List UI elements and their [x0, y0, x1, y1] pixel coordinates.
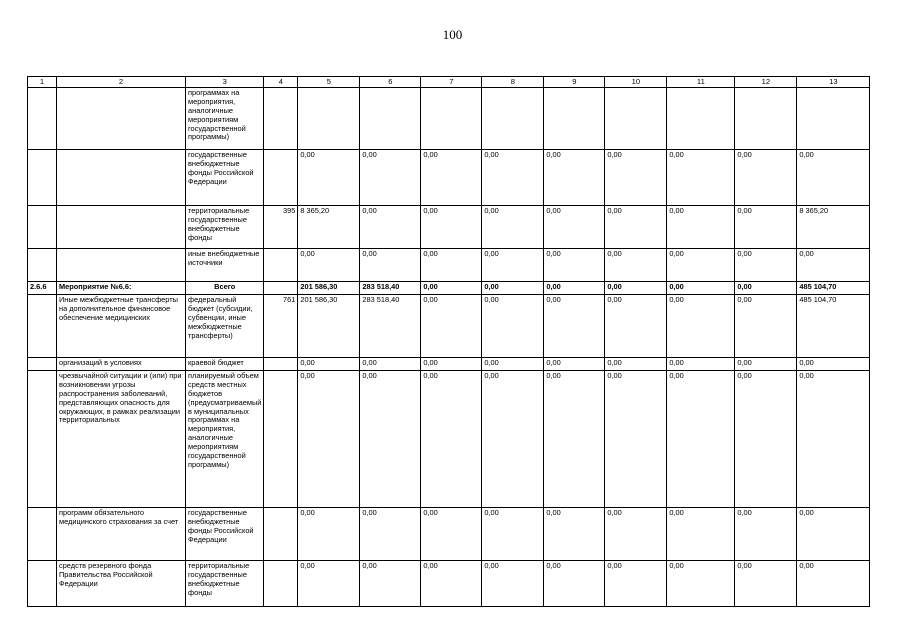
column-header: 2: [57, 77, 186, 88]
amount-cell: 0,00: [605, 249, 667, 282]
row-description: программ обязательного медицинского страхования за счет: [57, 508, 186, 561]
row-code: [28, 206, 57, 249]
row-code: [28, 358, 57, 371]
row-code-number: 395: [264, 206, 298, 249]
amount-cell: 0,00: [421, 371, 482, 508]
amount-cell: 0,00: [544, 508, 605, 561]
column-header: 13: [797, 77, 870, 88]
amount-cell: 0,00: [482, 282, 544, 295]
column-header: 12: [735, 77, 797, 88]
amount-cell: [421, 88, 482, 150]
row-code: 2.6.6: [28, 282, 57, 295]
amount-cell: 0,00: [544, 295, 605, 358]
amount-cell: 0,00: [482, 295, 544, 358]
amount-cell: 0,00: [360, 150, 421, 206]
amount-cell: 0,00: [605, 150, 667, 206]
column-header: 7: [421, 77, 482, 88]
amount-cell: 0,00: [797, 561, 870, 607]
amount-cell: [482, 88, 544, 150]
amount-cell: 0,00: [667, 561, 735, 607]
amount-cell: 0,00: [667, 282, 735, 295]
amount-cell: [605, 88, 667, 150]
column-header: 3: [186, 77, 264, 88]
column-header: 4: [264, 77, 298, 88]
row-code: [28, 561, 57, 607]
amount-cell: 283 518,40: [360, 295, 421, 358]
amount-cell: 0,00: [421, 561, 482, 607]
table-row: [28, 282, 870, 295]
amount-cell: [797, 88, 870, 150]
amount-cell: 0,00: [421, 249, 482, 282]
amount-cell: 0,00: [797, 371, 870, 508]
row-description: Мероприятие №6.6:: [57, 282, 186, 295]
table-row: [28, 206, 870, 249]
amount-cell: 0,00: [667, 508, 735, 561]
table-row: [28, 358, 870, 371]
amount-cell: 0,00: [544, 371, 605, 508]
table-row: [28, 371, 870, 508]
amount-cell: 0,00: [360, 561, 421, 607]
budget-table: [27, 76, 870, 607]
amount-cell: 0,00: [482, 508, 544, 561]
row-description: [57, 150, 186, 206]
column-header: 1: [28, 77, 57, 88]
amount-cell: 0,00: [482, 150, 544, 206]
amount-cell: 0,00: [735, 561, 797, 607]
amount-cell: 0,00: [797, 249, 870, 282]
amount-cell: [360, 88, 421, 150]
column-header: 8: [482, 77, 544, 88]
row-description: [57, 249, 186, 282]
header-row: [28, 77, 870, 88]
amount-cell: [735, 88, 797, 150]
amount-cell: 201 586,30: [298, 282, 360, 295]
amount-cell: 0,00: [544, 561, 605, 607]
funding-source: программах на мероприятия, аналогичные мероприятиям государственной программы): [186, 88, 264, 150]
amount-cell: 0,00: [667, 358, 735, 371]
row-code-number: 761: [264, 295, 298, 358]
row-description: организаций в условиях: [57, 358, 186, 371]
amount-cell: 0,00: [735, 282, 797, 295]
amount-cell: 0,00: [735, 249, 797, 282]
amount-cell: 0,00: [605, 371, 667, 508]
amount-cell: 0,00: [482, 206, 544, 249]
row-code: [28, 88, 57, 150]
row-description: [57, 88, 186, 150]
amount-cell: 0,00: [735, 371, 797, 508]
amount-cell: 0,00: [605, 358, 667, 371]
amount-cell: 0,00: [735, 295, 797, 358]
amount-cell: 0,00: [421, 508, 482, 561]
column-header: 11: [667, 77, 735, 88]
table-row: [28, 508, 870, 561]
amount-cell: 0,00: [797, 150, 870, 206]
amount-cell: 0,00: [298, 508, 360, 561]
column-header: 5: [298, 77, 360, 88]
amount-cell: 0,00: [544, 206, 605, 249]
amount-cell: 0,00: [298, 371, 360, 508]
amount-cell: 0,00: [360, 358, 421, 371]
funding-source: федеральный бюджет (субсидии, субвенции, иные межбюджетные трансферты): [186, 295, 264, 358]
amount-cell: 0,00: [544, 150, 605, 206]
amount-cell: 0,00: [544, 358, 605, 371]
amount-cell: 0,00: [482, 371, 544, 508]
amount-cell: 0,00: [605, 206, 667, 249]
column-header: 10: [605, 77, 667, 88]
column-header: 9: [544, 77, 605, 88]
funding-source: государственные внебюджетные фонды Российской Федерации: [186, 150, 264, 206]
amount-cell: 0,00: [544, 249, 605, 282]
table-row: [28, 295, 870, 358]
page-number: 100: [442, 27, 463, 42]
amount-cell: 0,00: [421, 295, 482, 358]
row-code-number: [264, 561, 298, 607]
row-code-number: [264, 508, 298, 561]
amount-cell: 0,00: [605, 508, 667, 561]
funding-source: Всего: [186, 282, 264, 295]
amount-cell: [298, 88, 360, 150]
amount-cell: 0,00: [298, 249, 360, 282]
amount-cell: 0,00: [421, 282, 482, 295]
amount-cell: 485 104,70: [797, 295, 870, 358]
amount-cell: 0,00: [482, 561, 544, 607]
row-code: [28, 371, 57, 508]
amount-cell: 0,00: [797, 508, 870, 561]
amount-cell: 0,00: [544, 282, 605, 295]
funding-source: территориальные государственные внебюджетные фонды: [186, 206, 264, 249]
amount-cell: 0,00: [421, 358, 482, 371]
amount-cell: 0,00: [298, 150, 360, 206]
row-description: средств резервного фонда Правительства Российской Федерации: [57, 561, 186, 607]
funding-source: государственные внебюджетные фонды Российской Федерации: [186, 508, 264, 561]
amount-cell: 0,00: [735, 150, 797, 206]
amount-cell: 0,00: [360, 508, 421, 561]
amount-cell: 0,00: [605, 295, 667, 358]
amount-cell: 201 586,30: [298, 295, 360, 358]
table-row: [28, 249, 870, 282]
funding-source: планируемый объем средств местных бюджетов (предусматриваемый в муниципальных программах на мероприятия, аналогичные мероприятиям государственной программы): [186, 371, 264, 508]
row-description: [57, 206, 186, 249]
table-row: [28, 88, 870, 150]
table-row: [28, 150, 870, 206]
amount-cell: [667, 88, 735, 150]
funding-source: иные внебюджетные источники: [186, 249, 264, 282]
amount-cell: 0,00: [667, 249, 735, 282]
amount-cell: 0,00: [667, 371, 735, 508]
amount-cell: 0,00: [797, 358, 870, 371]
amount-cell: 0,00: [298, 358, 360, 371]
amount-cell: 0,00: [298, 561, 360, 607]
amount-cell: 0,00: [735, 358, 797, 371]
amount-cell: 0,00: [360, 249, 421, 282]
table-row: [28, 561, 870, 607]
amount-cell: 0,00: [421, 150, 482, 206]
row-code-number: [264, 88, 298, 150]
row-code: [28, 249, 57, 282]
row-description: Иные межбюджетные трансферты на дополнительное финансовое обеспечение медицинских: [57, 295, 186, 358]
row-code-number: [264, 282, 298, 295]
amount-cell: 0,00: [360, 206, 421, 249]
amount-cell: 283 518,40: [360, 282, 421, 295]
amount-cell: 485 104,70: [797, 282, 870, 295]
row-code-number: [264, 358, 298, 371]
row-code: [28, 295, 57, 358]
row-description: чрезвычайной ситуации и (или) при возникновении угрозы распространения заболеваний, представляющих опасность для окружающих, в рамках реализации территориальных: [57, 371, 186, 508]
row-code-number: [264, 249, 298, 282]
row-code: [28, 508, 57, 561]
row-code-number: [264, 150, 298, 206]
funding-source: территориальные государственные внебюджетные фонды: [186, 561, 264, 607]
amount-cell: 8 365,20: [298, 206, 360, 249]
amount-cell: 0,00: [482, 358, 544, 371]
amount-cell: 0,00: [360, 371, 421, 508]
amount-cell: 0,00: [482, 249, 544, 282]
amount-cell: 0,00: [667, 206, 735, 249]
row-code-number: [264, 371, 298, 508]
amount-cell: 0,00: [605, 282, 667, 295]
amount-cell: 8 365,20: [797, 206, 870, 249]
column-header: 6: [360, 77, 421, 88]
row-code: [28, 150, 57, 206]
amount-cell: 0,00: [735, 206, 797, 249]
funding-source: краевой бюджет: [186, 358, 264, 371]
amount-cell: 0,00: [735, 508, 797, 561]
amount-cell: 0,00: [667, 150, 735, 206]
amount-cell: 0,00: [605, 561, 667, 607]
amount-cell: 0,00: [667, 295, 735, 358]
amount-cell: 0,00: [421, 206, 482, 249]
amount-cell: [544, 88, 605, 150]
